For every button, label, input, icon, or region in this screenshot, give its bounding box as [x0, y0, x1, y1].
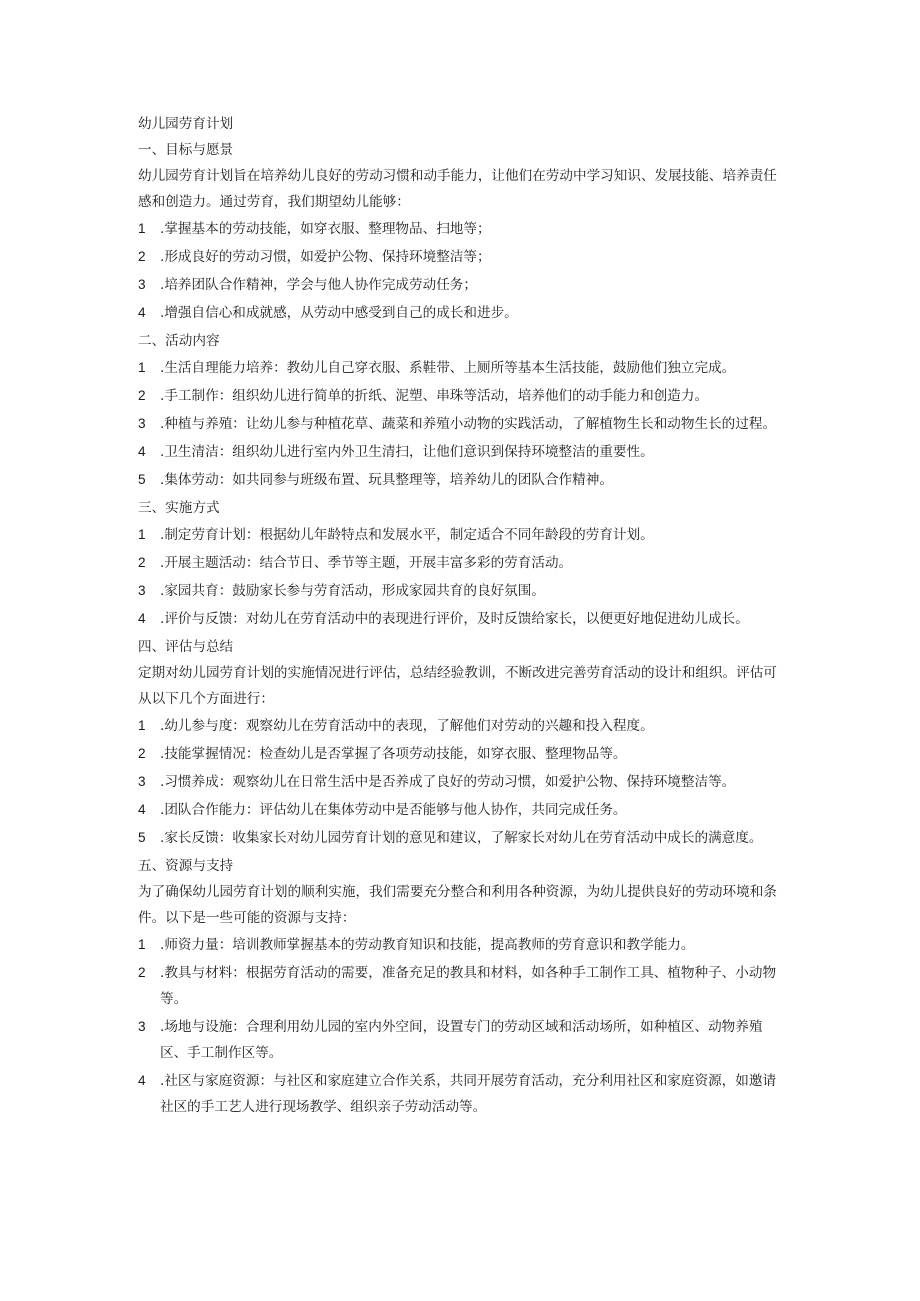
list-item-text: .种植与养殖：让幼儿参与种植花草、蔬菜和养殖小动物的实践活动，了解植物生长和动物生长的过程。: [160, 416, 777, 432]
list-item: [138, 300, 788, 326]
list-item-number: 3: [138, 277, 146, 292]
list-item-text: .掌握基本的劳动技能，如穿衣服、整理物品、扫地等；: [160, 221, 491, 237]
section: [138, 328, 788, 493]
list-item: [138, 1068, 788, 1120]
list-item-number: 4: [138, 611, 146, 626]
list-item: [138, 578, 788, 604]
list-item-text: .团队合作能力：评估幼儿在集体劳动中是否能够与他人协作，共同完成任务。: [160, 802, 627, 818]
list-item-number: 4: [138, 802, 146, 817]
list-item-text: .家长反馈：收集家长对幼儿园劳育计划的意见和建议，了解家长对幼儿在劳育活动中成长的满意度。: [160, 830, 763, 846]
list-item-text: .手工制作：组织幼儿进行简单的折纸、泥塑、串珠等活动，培养他们的动手能力和创造力。: [160, 388, 709, 404]
list-item-number: 1: [138, 718, 146, 733]
list-item-text: .培养团队合作精神，学会与他人协作完成劳动任务；: [160, 277, 477, 293]
list-item-text: .评价与反馈：对幼儿在劳育活动中的表现进行评价，及时反馈给家长，以便更好地促进幼儿成长。: [160, 611, 749, 627]
list-item-number: 3: [138, 583, 146, 598]
list-item: [138, 741, 788, 767]
list-item-number: 1: [138, 221, 146, 236]
list-item: [138, 522, 788, 548]
document-title: 幼儿园劳育计划: [138, 116, 234, 132]
list-item-number: 3: [138, 774, 146, 789]
list-item-number: 1: [138, 527, 146, 542]
list-item-text: .增强自信心和成就感，从劳动中感受到自己的成长和进步。: [160, 305, 518, 321]
list-item-number: 4: [138, 305, 146, 320]
list-item: [138, 797, 788, 823]
list-item-text: .技能掌握情况：检查幼儿是否掌握了各项劳动技能，如穿衣服、整理物品等。: [160, 746, 627, 762]
list-item: [138, 216, 788, 242]
list-item-text: .幼儿参与度：观察幼儿在劳育活动中的表现，了解他们对劳动的兴趣和投入程度。: [160, 718, 654, 734]
list-item: [138, 439, 788, 465]
list-item-text: .家园共育：鼓励家长参与劳育活动，形成家园共育的良好氛围。: [160, 583, 545, 599]
section: [138, 495, 788, 632]
list-item: [138, 244, 788, 270]
list-item-text: .社区与家庭资源：与社区和家庭建立合作关系，共同开展劳育活动，充分利用社区和家庭资源，如邀请社区的手工艺人进行现场教学、组织亲子劳动活动等。: [160, 1073, 777, 1115]
list-item-number: 3: [138, 416, 146, 431]
list-item: [138, 713, 788, 739]
list-item: [138, 825, 788, 851]
list-item-number: 2: [138, 965, 146, 980]
section-intro: 幼儿园劳育计划旨在培养幼儿良好的劳动习惯和动手能力，让他们在劳动中学习知识、发展技能、培养责任感和创造力。通过劳育，我们期望幼儿能够：: [138, 168, 777, 210]
list-item-number: 2: [138, 249, 146, 264]
list-item: [138, 383, 788, 409]
list-item: [138, 272, 788, 298]
list-item: [138, 960, 788, 1012]
list-item: [138, 1014, 788, 1066]
list-item: [138, 550, 788, 576]
list-item: [138, 769, 788, 795]
list-item-number: 4: [138, 444, 146, 459]
list-item-number: 1: [138, 360, 146, 375]
section-intro: 为了确保幼儿园劳育计划的顺利实施，我们需要充分整合和利用各种资源，为幼儿提供良好的劳动环境和条件。以下是一些可能的资源与支持：: [138, 884, 777, 926]
list-item-text: .习惯养成：观察幼儿在日常生活中是否养成了良好的劳动习惯，如爱护公物、保持环境整洁等。: [160, 774, 736, 790]
list-item-text: .集体劳动：如共同参与班级布置、玩具整理等，培养幼儿的团队合作精神。: [160, 472, 613, 488]
list-item: [138, 606, 788, 632]
list-item-number: 5: [138, 472, 146, 487]
section: [138, 853, 788, 1120]
section-heading: 一、目标与愿景: [138, 142, 234, 158]
section-heading: 四、评估与总结: [138, 639, 234, 655]
list-item: [138, 411, 788, 437]
document-body: [138, 111, 788, 1122]
list-item-text: .制定劳育计划：根据幼儿年龄特点和发展水平，制定适合不同年龄段的劳育计划。: [160, 527, 654, 543]
list-item-number: 4: [138, 1073, 146, 1088]
list-item: [138, 467, 788, 493]
list-item-number: 2: [138, 746, 146, 761]
list-item-text: .卫生清洁：组织幼儿进行室内外卫生清扫，让他们意识到保持环境整洁的重要性。: [160, 444, 654, 460]
list-item-text: .形成良好的劳动习惯，如爱护公物、保持环境整洁等；: [160, 249, 491, 265]
sections-container: [138, 137, 788, 1120]
list-item-number: 5: [138, 830, 146, 845]
section-heading: 三、实施方式: [138, 500, 220, 516]
list-item: [138, 932, 788, 958]
list-item-number: 2: [138, 388, 146, 403]
section-heading: 五、资源与支持: [138, 858, 234, 874]
list-item-text: .场地与设施：合理利用幼儿园的室内外空间，设置专门的劳动区域和活动场所，如种植区、动物养殖区、手工制作区等。: [160, 1019, 763, 1061]
list-item-text: .教具与材料：根据劳育活动的需要，准备充足的教具和材料，如各种手工制作工具、植物种子、小动物等。: [160, 965, 777, 1007]
section-intro: 定期对幼儿园劳育计划的实施情况进行评估，总结经验教训，不断改进完善劳育活动的设计和组织。评估可从以下几个方面进行：: [138, 665, 777, 707]
list-item-text: .开展主题活动：结合节日、季节等主题，开展丰富多彩的劳育活动。: [160, 555, 573, 571]
section-heading: 二、活动内容: [138, 333, 220, 349]
list-item-number: 3: [138, 1019, 146, 1034]
list-item: [138, 355, 788, 381]
list-item-text: .生活自理能力培养：教幼儿自己穿衣服、系鞋带、上厕所等基本生活技能，鼓励他们独立完成。: [160, 360, 736, 376]
section: [138, 634, 788, 851]
list-item-number: 1: [138, 937, 146, 952]
list-item-number: 2: [138, 555, 146, 570]
list-item-text: .师资力量：培训教师掌握基本的劳动教育知识和技能，提高教师的劳育意识和教学能力。: [160, 937, 695, 953]
section: [138, 137, 788, 326]
